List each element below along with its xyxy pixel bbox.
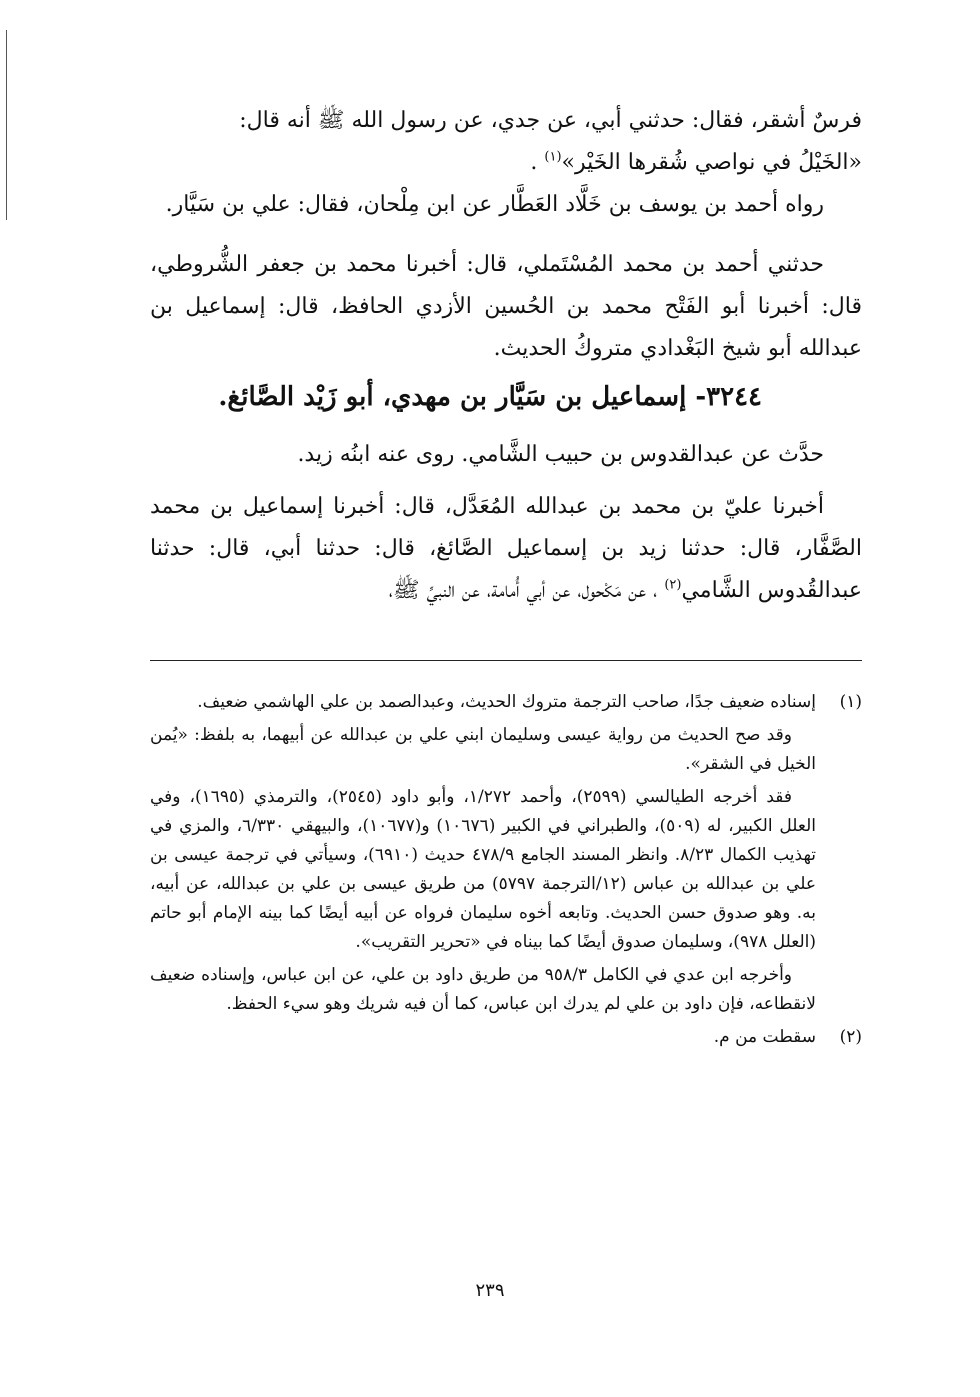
page-number: ٢٣٩ — [475, 1280, 505, 1301]
entry-heading: ٣٢٤٤- إسماعيل بن سَيَّار بن مهدي، أبو زَيْد الصَّائغ. — [218, 382, 762, 412]
footnote-1 — [150, 688, 862, 717]
paragraph-2: رواه أحمد بن يوسف بن خَلَّاد العَطَّار عن ابن مِلْحان، فقال: علي بن سَيَّار. — [165, 192, 824, 217]
hadith-quote: «الخَيْلُ في نواصي شُقرها الخَيْر» — [561, 150, 862, 175]
paragraph-1-end: . — [530, 150, 545, 175]
footnote-ref-2[interactable]: (٢) — [664, 577, 682, 593]
paragraph-3: حدثني أحمد بن محمد المُسْتَملي، قال: أخبرنا محمد بن جعفر الشُّروطي، قال: أخبرنا أبو الفَتْح محمد بن الحُسين الأزدي الحافظ، قال: إسماعيل بن عبدالله أبو شيخ البَغْدادي متروكُ الحديث. — [150, 252, 862, 361]
scan-edge-line — [6, 30, 7, 220]
paragraph-5-end: ، عن مَكْحول، عن أبي أُمامة، عن النبيِّ ﷺ، — [388, 578, 665, 603]
footnote-ref-1[interactable]: (١) — [544, 149, 562, 165]
paragraph-1-line-1: فرسٌ أشقر، فقال: حدثني أبي، عن جدي، عن رسول الله ﷺ أنه قال: — [239, 108, 862, 133]
footnote-2-number: (٢) — [839, 1027, 862, 1047]
paragraph-5-text: أخبرنا عليّ بن محمد بن عبدالله المُعَدَّل، قال: أخبرنا إسماعيل بن محمد الصَّفَّار، قال: حدثنا زيد بن إسماعيل الصَّائغ، قال: حدثنا أبي، قال: حدثنا عبدالقُدوس الشَّامي — [150, 494, 862, 603]
footnotes — [150, 688, 862, 1056]
footnote-1-number: (١) — [839, 692, 862, 712]
footnote-1-para-3: فقد أخرجه الطيالسي (٢٥٩٩)، وأحمد ١/٢٧٢، وأبو داود (٢٥٤٥)، والترمذي (١٦٩٥)، وفي العلل الكبير، له (٥٠٩)، والطبراني في الكبير (١٠٦٧٦) و(١٠٦٧٧)، والبيهقي ٦/٣٣٠، والمزي في تهذيب الكمال ٨/٢٣. وانظر المسند الجامع ٤٧٨/٩ حديث (٦٩١٠)، وسيأتي في ترجمة عيسى بن علي بن عبدالله بن عباس (١٢/الترجمة ٥٧٩٧) من طريق عيسى بن علي بن عبدالله، عن أبيه، به. وهو صدوق حسن الحديث. وتابعه أخوه سليمان فرواه عن أبيه أيضًا كما بينه الإمام أبو حاتم (العلل ٩٧٨)، وسليمان صدوق أيضًا كما بيناه في «تحرير التقريب». — [150, 787, 817, 952]
paragraph-5 — [150, 486, 862, 612]
paragraph-1 — [150, 100, 862, 184]
footnote-1-para-2: وقد صح الحديث من رواية عيسى وسليمان ابني علي بن عبدالله عن أبيهما، به بلفظ: «يُمن الخيل في الشقر». — [150, 725, 816, 774]
footnote-2 — [150, 1023, 862, 1052]
footnote-1-para-4: وأخرجه ابن عدي في الكامل ٩٥٨/٣ من طريق داود بن علي، عن ابن عباس، وإسناده ضعيف لانقطاعه، فإن داود بن علي لم يدرك ابن عباس، كما أن فيه شريك وهو سيء الحفظ. — [150, 965, 816, 1014]
footnote-1-text: إسناده ضعيف جدًا، صاحب الترجمة متروك الحديث، وعبدالصمد بن علي الهاشمي ضعيف. — [197, 692, 816, 712]
paragraph-4: حدَّث عن عبدالقدوس بن حبيب الشَّامي. روى عنه ابنُه زيد. — [297, 442, 824, 467]
footnote-2-text: سقطت من م. — [713, 1027, 816, 1047]
footnote-separator — [150, 660, 862, 661]
main-text — [150, 100, 862, 612]
